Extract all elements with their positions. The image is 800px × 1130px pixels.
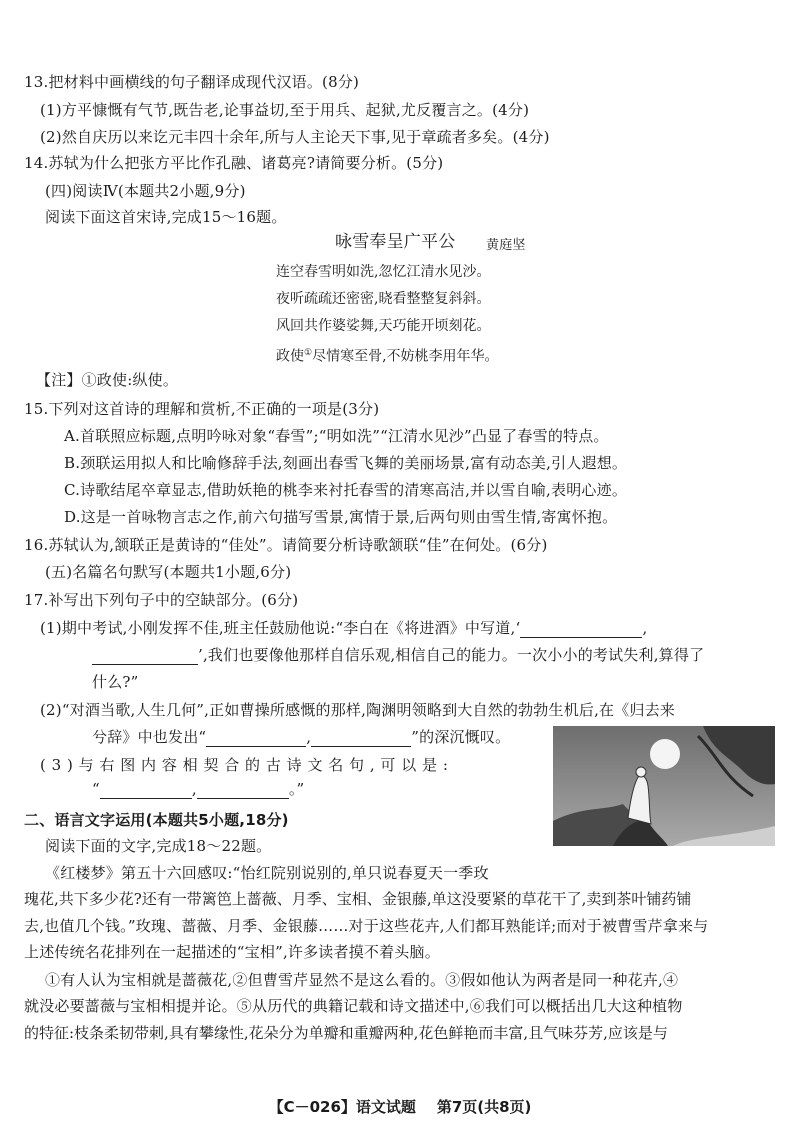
q14-stem: 14.苏轼为什么把张方平比作孔融、诸葛亮?请简要分析。(5分)	[24, 154, 444, 172]
poem-line-1: 连空春雪明如洗,忽忆江清水见沙。	[276, 264, 491, 280]
poem-line-4-end: 尽情寒至骨,不妨桃李用年华。	[312, 348, 499, 365]
q13-sub1: (1)方平慷慨有气节,既告老,论事益切,至于用兵、起狱,尤反覆言之。(4分)	[40, 101, 530, 119]
q15-option-c: C.诗歌结尾卒章显志,借助妖艳的桃李来衬托春雪的清寒高洁,并以雪自喻,表明心迹。	[64, 481, 628, 499]
poem-line-2: 夜听疏疏还密密,晓看整整复斜斜。	[276, 291, 491, 307]
exam-code: 【C－026】语文试题	[268, 1098, 416, 1116]
q15-option-d: D.这是一首咏物言志之作,前六句描写雪景,寓情于景,后两句则由雪生情,寄寓怀抱。	[64, 508, 618, 526]
section4-intro: 阅读下面这首宋诗,完成15～16题。	[45, 208, 287, 226]
para2-line2: 就没必要蔷薇与宝相相提并论。⑤从历代的典籍记载和诗文描述中,⑥我们可以概括出几大这种植物	[24, 997, 683, 1015]
q17-stem: 17.补写出下列句子中的空缺部分。(6分)	[24, 591, 299, 609]
para2-line3: 的特征:枝条柔韧带刺,具有攀缘性,花朵分为单瓣和重瓣两种,花色鲜艳而丰富,且气味芬芳,应该是与	[24, 1024, 668, 1042]
answer-blank-2[interactable]	[92, 648, 198, 665]
scholar-moon-painting-icon	[553, 726, 775, 846]
part2-intro: 阅读下面的文字,完成18～22题。	[45, 837, 272, 855]
q17-part2-close: ”的深沉慨叹。	[411, 728, 511, 746]
q17-part1-line1	[40, 618, 647, 638]
para1-line2: 瑰花,共下多少花?还有一带篱笆上蔷薇、月季、宝相、金银藤,单这没要紧的草花干了,卖到茶叶铺药铺	[24, 890, 692, 908]
q17-part3-comma: ,	[191, 780, 197, 798]
q15-stem: 15.下列对这首诗的理解和赏析,不正确的一项是(3分)	[24, 400, 380, 418]
para1-line1: 《红楼梦》第五十六回感叹:“怡红院别说别的,单只说春夏天一季玫	[45, 864, 489, 882]
q17-part2-line1: (2)“对酒当歌,人生几何”,正如曹操所感慨的那样,陶渊明领略到大自然的勃勃生机后,在《归去来	[40, 701, 676, 719]
q17-part2-line2	[92, 727, 510, 747]
section4-heading: (四)阅读Ⅳ(本题共2小题,9分)	[45, 182, 246, 200]
q13-sub2: (2)然自庆历以来讫元丰四十余年,所与人主论天下事,见于章疏者多矣。(4分)	[40, 128, 550, 146]
q17-part2-comma: ,	[306, 728, 312, 746]
footnote-marker: ①	[304, 348, 313, 358]
q17-part1-comma: ,	[642, 619, 648, 637]
q15-option-b: B.颈联运用拟人和比喻修辞手法,刻画出春雪飞舞的美丽场景,富有动态美,引人遐想。	[64, 454, 628, 472]
page-footer	[0, 1096, 800, 1117]
q17-part1-text-b: ’,我们也要像他那样自信乐观,相信自己的能力。一次小小的考试失利,算得了	[198, 646, 705, 664]
poem-line-4	[276, 343, 499, 367]
q17-part3-close: 。”	[288, 780, 305, 798]
section5-heading: (五)名篇名句默写(本题共1小题,6分)	[45, 563, 292, 581]
q17-part1-line2	[92, 645, 704, 665]
poem-title: 咏雪奉呈广平公	[335, 232, 456, 252]
q17-part3-line1: (3)与右图内容相契合的古诗文名句,可以是:	[40, 756, 454, 774]
poem-note: 【注】①政使:纵使。	[36, 371, 179, 389]
para1-line3: 去,也值几个钱。”玫瑰、蔷薇、月季、金银藤……对于这些花卉,人们都耳熟能详;而对于被曹雪芹拿来与	[24, 917, 709, 935]
part2-heading: 二、语言文字运用(本题共5小题,18分)	[24, 811, 289, 829]
para1-line4: 上述传统名花排列在一起描述的“宝相”,许多读者摸不着头脑。	[24, 943, 440, 961]
answer-blank-6[interactable]	[197, 782, 289, 799]
para2-line1: ①有人认为宝相就是蔷薇花,②但曹雪芹显然不是这么看的。③假如他认为两者是同一种花卉,④	[45, 971, 679, 989]
answer-blank-3[interactable]	[206, 730, 306, 747]
poem-line-3: 风回共作婆娑舞,天巧能开顷刻花。	[276, 318, 491, 334]
page-number: 第7页(共8页)	[436, 1098, 532, 1116]
q17-part3-open: “	[92, 780, 100, 798]
q17-part2-open: 兮辞》中也发出“	[92, 728, 207, 746]
q17-part3-line2	[92, 779, 304, 799]
q15-option-a: A.首联照应标题,点明吟咏对象“春雪”;“明如洗”“江清水见沙”凸显了春雪的特点。	[64, 427, 609, 445]
q17-part1-line3: 什么?”	[92, 673, 139, 691]
poem-author: 黄庭坚	[486, 238, 526, 253]
answer-blank-4[interactable]	[311, 730, 411, 747]
q16-stem: 16.苏轼认为,颔联正是黄诗的“佳处”。请简要分析诗歌颔联“佳”在何处。(6分)	[24, 536, 548, 554]
answer-blank-1[interactable]	[520, 621, 642, 638]
q13-stem: 13.把材料中画横线的句子翻译成现代汉语。(8分)	[24, 73, 360, 91]
q17-part1-text: (1)期中考试,小刚发挥不佳,班主任鼓励他说:“李白在《将进酒》中写道,‘	[40, 619, 521, 637]
answer-blank-5[interactable]	[100, 782, 192, 799]
poem-line-4-start: 政使	[276, 348, 304, 365]
